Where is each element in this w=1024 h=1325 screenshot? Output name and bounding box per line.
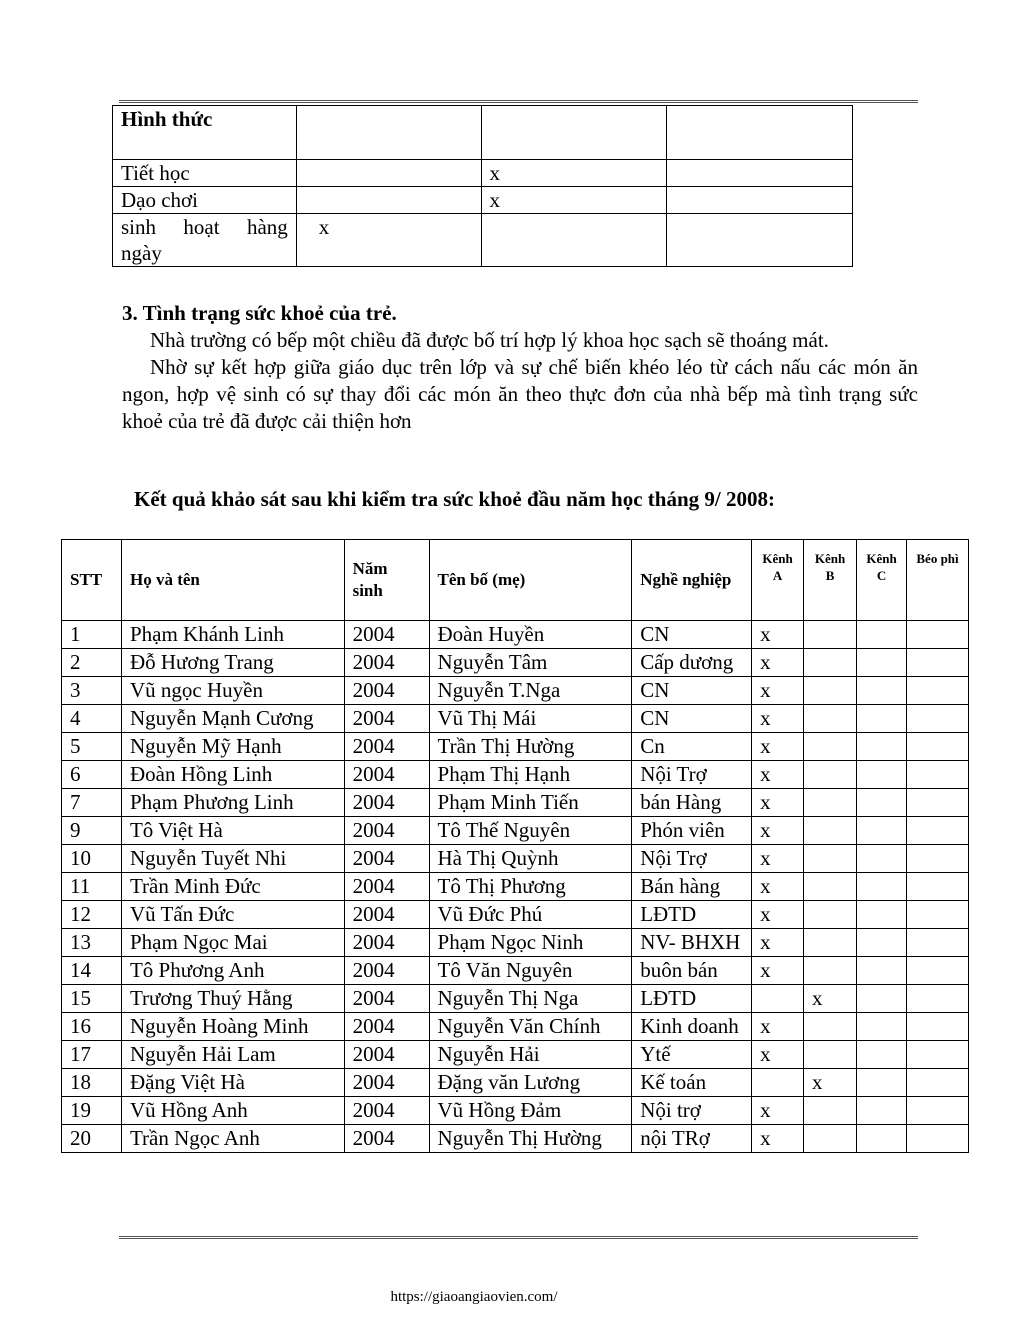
table-cell — [907, 845, 969, 873]
table-cell: Phạm Phương Linh — [121, 789, 344, 817]
table-cell: Trần Minh Đức — [121, 873, 344, 901]
table-cell: Nguyễn Mỹ Hạnh — [121, 733, 344, 761]
table-row — [62, 761, 969, 789]
table-cell: Phạm Khánh Linh — [121, 621, 344, 649]
table-cell: x — [752, 1041, 804, 1069]
table-cell — [804, 873, 857, 901]
table-cell — [907, 1125, 969, 1153]
table-cell: Tô Phương Anh — [121, 957, 344, 985]
table-row — [62, 1041, 969, 1069]
table-cell: bán Hàng — [632, 789, 752, 817]
table-cell: Phạm Ngọc Mai — [121, 929, 344, 957]
table-cell: 7 — [62, 789, 122, 817]
table-cell: x — [752, 1097, 804, 1125]
form-cell — [481, 214, 667, 267]
table-cell: Đoàn Hồng Linh — [121, 761, 344, 789]
table-cell — [857, 1013, 907, 1041]
table-cell: Đỗ Hương Trang — [121, 649, 344, 677]
table-cell — [907, 705, 969, 733]
table-cell: 2004 — [344, 929, 429, 957]
table-row — [62, 901, 969, 929]
table-cell — [857, 761, 907, 789]
table-cell — [907, 1069, 969, 1097]
table-cell: Nguyễn Mạnh Cương — [121, 705, 344, 733]
table-row — [62, 677, 969, 705]
table-cell: Tô Thế Nguyên — [429, 817, 632, 845]
table-cell — [804, 733, 857, 761]
table-cell: x — [752, 733, 804, 761]
table-cell — [907, 873, 969, 901]
table-row — [62, 705, 969, 733]
form-header-cell — [296, 106, 481, 160]
table-cell: 2004 — [344, 705, 429, 733]
table-cell: 14 — [62, 957, 122, 985]
table-cell: Nguyễn Tâm — [429, 649, 632, 677]
table-cell: CN — [632, 677, 752, 705]
table-cell: 2004 — [344, 901, 429, 929]
table-cell: 6 — [62, 761, 122, 789]
table-cell — [804, 705, 857, 733]
table-cell: Vũ Tấn Đức — [121, 901, 344, 929]
table-cell — [857, 789, 907, 817]
table-cell: Nội trợ — [632, 1097, 752, 1125]
table-cell — [857, 621, 907, 649]
table-cell: Nguyễn T.Nga — [429, 677, 632, 705]
table-cell: 2004 — [344, 957, 429, 985]
survey-table — [61, 539, 969, 1153]
table-cell: 2004 — [344, 761, 429, 789]
table-cell: x — [752, 1125, 804, 1153]
table-cell — [907, 733, 969, 761]
activity-form-table — [112, 105, 853, 267]
survey-title: Kết quả khảo sát sau khi kiểm tra sức khoẻ đầu năm học tháng 9/ 2008: — [134, 487, 775, 511]
table-cell: Tô Thị Phương — [429, 873, 632, 901]
table-row — [62, 957, 969, 985]
table-cell: Tô Văn Nguyên — [429, 957, 632, 985]
table-cell: Nguyễn Văn Chính — [429, 1013, 632, 1041]
table-row — [62, 733, 969, 761]
table-cell: 2004 — [344, 873, 429, 901]
table-cell: Vũ Đức Phú — [429, 901, 632, 929]
table-cell: Đặng văn Lương — [429, 1069, 632, 1097]
survey-header-cell: Nghề nghiệp — [632, 540, 752, 621]
table-cell: 2004 — [344, 733, 429, 761]
table-cell: x — [752, 761, 804, 789]
table-cell: 3 — [62, 677, 122, 705]
form-cell: x — [296, 214, 481, 267]
table-cell: Nguyễn Tuyết Nhi — [121, 845, 344, 873]
table-cell: 2004 — [344, 677, 429, 705]
table-row — [62, 929, 969, 957]
table-cell: Nguyễn Thị Hường — [429, 1125, 632, 1153]
table-cell: 2 — [62, 649, 122, 677]
table-row — [62, 873, 969, 901]
table-cell: CN — [632, 705, 752, 733]
table-cell: x — [804, 985, 857, 1013]
table-cell — [857, 705, 907, 733]
table-cell — [804, 1013, 857, 1041]
table-cell: Vũ Hồng Đảm — [429, 1097, 632, 1125]
form-row-label: Dạo chơi — [113, 187, 297, 214]
table-cell — [804, 1097, 857, 1125]
table-cell: buôn bán — [632, 957, 752, 985]
table-cell: Cấp dương — [632, 649, 752, 677]
table-row — [62, 817, 969, 845]
table-cell: Ytế — [632, 1041, 752, 1069]
table-cell — [857, 929, 907, 957]
table-cell — [907, 985, 969, 1013]
table-cell — [804, 845, 857, 873]
table-cell — [907, 929, 969, 957]
table-cell — [804, 649, 857, 677]
table-cell — [857, 957, 907, 985]
form-cell — [667, 187, 853, 214]
table-cell: x — [752, 873, 804, 901]
table-cell: 2004 — [344, 985, 429, 1013]
form-cell — [667, 160, 853, 187]
table-row — [62, 1069, 969, 1097]
table-row — [62, 649, 969, 677]
table-cell: Trần Thị Hường — [429, 733, 632, 761]
table-row — [62, 1013, 969, 1041]
table-cell: x — [752, 621, 804, 649]
table-cell: 12 — [62, 901, 122, 929]
table-cell — [752, 985, 804, 1013]
table-cell — [857, 1069, 907, 1097]
table-cell — [907, 649, 969, 677]
survey-header-cell: Kênh C — [857, 540, 907, 621]
table-cell: Phón viên — [632, 817, 752, 845]
table-cell: Phạm Ngọc Ninh — [429, 929, 632, 957]
table-row — [62, 985, 969, 1013]
table-cell — [907, 677, 969, 705]
table-cell — [857, 845, 907, 873]
health-section — [122, 300, 918, 435]
table-cell — [907, 1041, 969, 1069]
table-cell: LĐTD — [632, 985, 752, 1013]
table-cell — [857, 901, 907, 929]
table-cell — [752, 1069, 804, 1097]
table-cell: x — [752, 845, 804, 873]
form-row-label: sinh hoạt hàng ngày — [113, 214, 297, 267]
table-cell: 13 — [62, 929, 122, 957]
table-cell: 2004 — [344, 789, 429, 817]
table-row — [62, 621, 969, 649]
table-cell — [804, 901, 857, 929]
table-cell: LĐTD — [632, 901, 752, 929]
table-cell: Phạm Minh Tiến — [429, 789, 632, 817]
table-row — [62, 789, 969, 817]
table-cell — [804, 1041, 857, 1069]
form-header-row — [113, 106, 853, 160]
table-cell: x — [804, 1069, 857, 1097]
table-cell: nội TRợ — [632, 1125, 752, 1153]
table-cell: Nguyễn Hải Lam — [121, 1041, 344, 1069]
table-cell: x — [752, 677, 804, 705]
form-row — [113, 187, 853, 214]
table-cell — [857, 649, 907, 677]
table-cell: Cn — [632, 733, 752, 761]
table-cell — [857, 677, 907, 705]
bottom-rule — [119, 1236, 918, 1239]
form-cell — [667, 214, 853, 267]
survey-header-cell: Kênh B — [804, 540, 857, 621]
table-cell: Nguyễn Thị Nga — [429, 985, 632, 1013]
table-row — [62, 1125, 969, 1153]
survey-header-cell: Năm sinh — [344, 540, 429, 621]
table-cell: x — [752, 929, 804, 957]
form-header-cell: Hình thức — [113, 106, 297, 160]
table-cell — [804, 817, 857, 845]
form-row-label: Tiết học — [113, 160, 297, 187]
table-cell: Trần Ngọc Anh — [121, 1125, 344, 1153]
table-cell: 2004 — [344, 845, 429, 873]
table-cell: Kế toán — [632, 1069, 752, 1097]
table-cell — [804, 761, 857, 789]
table-cell: 2004 — [344, 1013, 429, 1041]
table-cell: 2004 — [344, 1069, 429, 1097]
table-cell: x — [752, 817, 804, 845]
table-cell: 18 — [62, 1069, 122, 1097]
table-cell: 20 — [62, 1125, 122, 1153]
table-cell: NV- BHXH — [632, 929, 752, 957]
table-cell: Vũ ngọc Huyền — [121, 677, 344, 705]
table-cell — [804, 929, 857, 957]
table-cell: Hà Thị Quỳnh — [429, 845, 632, 873]
table-cell — [907, 621, 969, 649]
table-cell: Nội Trợ — [632, 761, 752, 789]
table-cell: 10 — [62, 845, 122, 873]
table-cell: x — [752, 789, 804, 817]
table-cell: Nguyễn Hải — [429, 1041, 632, 1069]
table-cell: Đoàn Huyền — [429, 621, 632, 649]
table-cell: Kinh doanh — [632, 1013, 752, 1041]
table-cell: 19 — [62, 1097, 122, 1125]
table-cell: 2004 — [344, 1097, 429, 1125]
table-cell: Phạm Thị Hạnh — [429, 761, 632, 789]
table-cell: Vũ Thị Mái — [429, 705, 632, 733]
table-cell: 4 — [62, 705, 122, 733]
survey-header-cell: STT — [62, 540, 122, 621]
table-cell: 11 — [62, 873, 122, 901]
table-cell — [907, 1097, 969, 1125]
table-cell — [907, 1013, 969, 1041]
table-cell: 16 — [62, 1013, 122, 1041]
table-cell: 2004 — [344, 649, 429, 677]
form-row — [113, 214, 853, 267]
form-cell: x — [481, 187, 667, 214]
survey-header-cell: Kênh A — [752, 540, 804, 621]
table-cell — [857, 1097, 907, 1125]
table-cell: x — [752, 705, 804, 733]
table-cell: 15 — [62, 985, 122, 1013]
table-cell — [857, 1125, 907, 1153]
survey-header-cell: Họ và tên — [121, 540, 344, 621]
table-cell: x — [752, 649, 804, 677]
table-cell: 2004 — [344, 817, 429, 845]
top-rule — [119, 100, 918, 103]
form-cell — [296, 160, 481, 187]
table-cell — [804, 789, 857, 817]
table-cell: x — [752, 1013, 804, 1041]
survey-header-cell: Béo phì — [907, 540, 969, 621]
table-row — [62, 845, 969, 873]
table-cell: x — [752, 957, 804, 985]
form-cell — [296, 187, 481, 214]
form-header-cell — [667, 106, 853, 160]
table-cell: 1 — [62, 621, 122, 649]
table-cell: 2004 — [344, 621, 429, 649]
table-cell: 5 — [62, 733, 122, 761]
survey-header-row — [62, 540, 969, 621]
footer-url: https://giaoangiaovien.com/ — [390, 1289, 558, 1305]
table-cell — [804, 1125, 857, 1153]
table-cell: 17 — [62, 1041, 122, 1069]
table-row — [62, 1097, 969, 1125]
paragraph-kitchen: Nhà trường có bếp một chiều đã được bố trí hợp lý khoa học sạch sẽ thoáng mát. — [150, 328, 829, 352]
table-cell: Nguyễn Hoàng Minh — [121, 1013, 344, 1041]
table-cell: 2004 — [344, 1125, 429, 1153]
form-header-cell — [481, 106, 667, 160]
table-cell — [857, 817, 907, 845]
table-cell: Trương Thuý Hằng — [121, 985, 344, 1013]
table-cell: x — [752, 901, 804, 929]
table-cell: 9 — [62, 817, 122, 845]
survey-header-cell: Tên bố (mẹ) — [429, 540, 632, 621]
table-cell — [804, 677, 857, 705]
table-cell — [907, 901, 969, 929]
table-cell — [857, 985, 907, 1013]
table-cell — [804, 621, 857, 649]
form-cell: x — [481, 160, 667, 187]
table-cell — [804, 957, 857, 985]
section-heading: 3. Tình trạng sức khoẻ của trẻ. — [122, 301, 397, 325]
table-cell — [857, 733, 907, 761]
table-cell — [907, 761, 969, 789]
table-cell — [907, 957, 969, 985]
table-cell: Vũ Hồng Anh — [121, 1097, 344, 1125]
table-cell: Tô Việt Hà — [121, 817, 344, 845]
table-cell — [907, 789, 969, 817]
paragraph-health: Nhờ sự kết hợp giữa giáo dục trên lớp và sự chế biến khéo léo từ cách nấu các món ăn ngon, hợp vệ sinh có sự thay đổi các món ăn theo thực đơn của nhà bếp mà tình trạng sức khoẻ của trẻ đã được cải thiện hơn — [122, 355, 918, 433]
table-cell: Đặng Việt Hà — [121, 1069, 344, 1097]
table-cell — [907, 817, 969, 845]
table-cell: 2004 — [344, 1041, 429, 1069]
table-cell: Bán hàng — [632, 873, 752, 901]
table-cell: Nội Trợ — [632, 845, 752, 873]
table-cell — [857, 1041, 907, 1069]
table-cell — [857, 873, 907, 901]
table-cell: CN — [632, 621, 752, 649]
form-row — [113, 160, 853, 187]
